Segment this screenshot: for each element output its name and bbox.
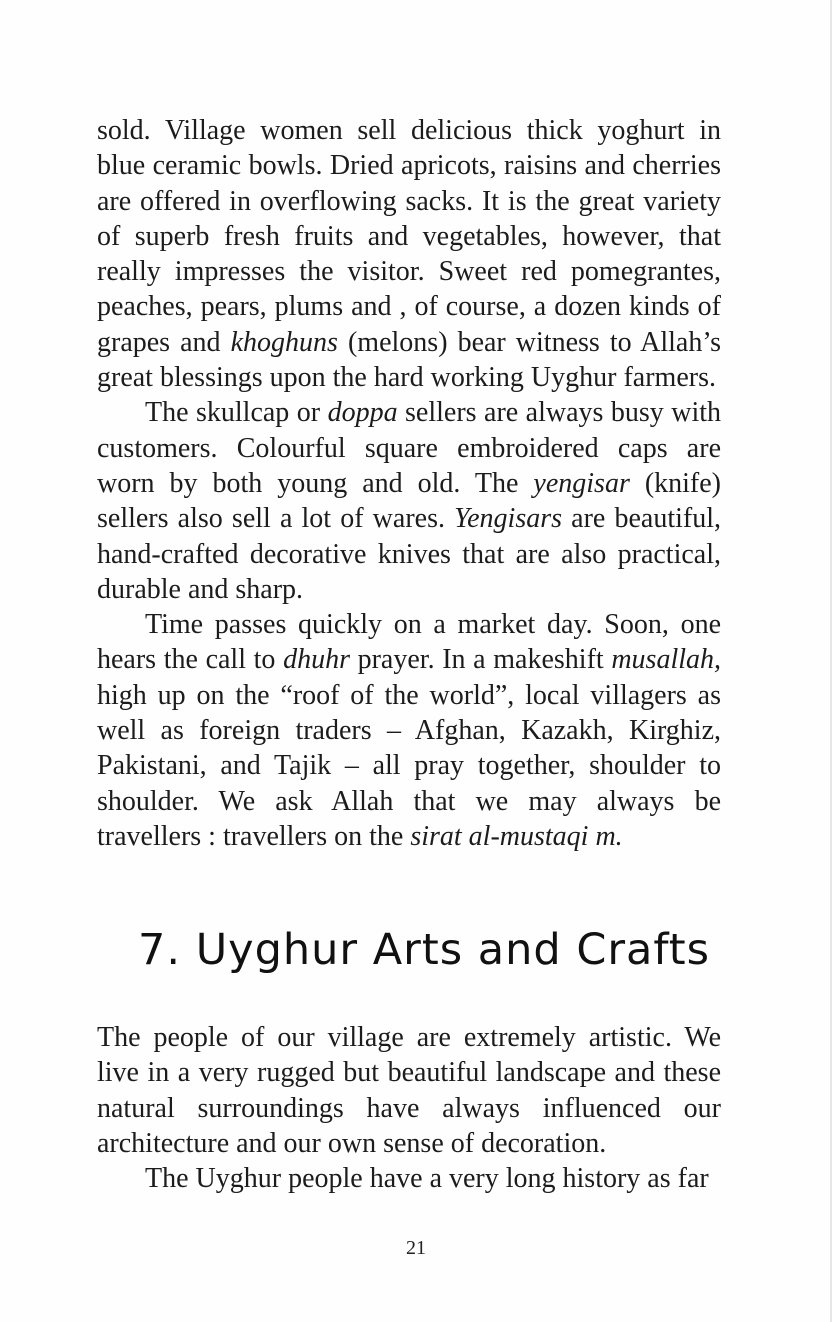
italic-term: musallah, [611, 644, 722, 676]
italic-term: Yengisars [454, 503, 563, 535]
italic-term: dhuhr [283, 644, 350, 676]
text-run: The Uyghur people have a very long history as far [145, 1163, 709, 1195]
page-number: 21 [406, 1237, 426, 1259]
paragraph-village-artistic [97, 1020, 721, 1161]
paragraph-uyghur-history [97, 1161, 721, 1196]
text-run: Time passes quickly on a market day. Soon, one hears the call to [97, 609, 721, 676]
text-run: The people of our village are extremely artistic. We live in a very rugged but beautiful landscape and these natural surroundings have always influenced our architecture and our own sense of decoration. [97, 1022, 721, 1159]
italic-term: sirat al-mustaqi m. [410, 820, 623, 852]
text-run: high up on the “roof of the world”, local villagers as well as foreign traders – Afghan, Kazakh, Kirghiz, Pakistani, and Tajik – all pray together, shoulder to shoulder. We ask Allah that we may always be travellers : travellers on the [97, 679, 721, 852]
text-run: The skullcap or [145, 397, 328, 429]
paragraph-market-produce [97, 113, 721, 395]
text-run: sellers are always busy with customers. Colourful square embroidered caps are worn by both young and old. The [97, 397, 722, 499]
italic-term: doppa [327, 397, 398, 429]
paragraph-dhuhr-prayer [97, 607, 721, 854]
text-run: are beautiful, hand-crafted decorative knives that are also practical, durable and sharp. [97, 503, 721, 605]
lower-text-block [97, 1020, 721, 1196]
italic-term: yengisar [533, 467, 630, 499]
text-run: (knife) sellers also sell a lot of wares. [97, 467, 721, 535]
text-run: (melons) bear witness to Allah’s great blessings upon the hard working Uyghur farmers. [97, 326, 721, 394]
upper-text-block [97, 113, 721, 854]
italic-term: khoghuns [230, 326, 338, 358]
text-run: prayer. In a makeshift [349, 644, 612, 676]
text-run: sold. Village women sell delicious thick yoghurt in blue ceramic bowls. Dried apricots, raisins and cherries are offered in overflowing sacks. It is the great variety of superb fresh fruits and vegetables, however, that really impresses the visitor. Sweet red pomegrantes, peaches, pears, plums and , of course, a dozen kinds of grapes and [97, 115, 721, 358]
paragraph-doppa-sellers [97, 395, 721, 607]
chapter-heading: 7. Uyghur Arts and Crafts [138, 925, 711, 975]
